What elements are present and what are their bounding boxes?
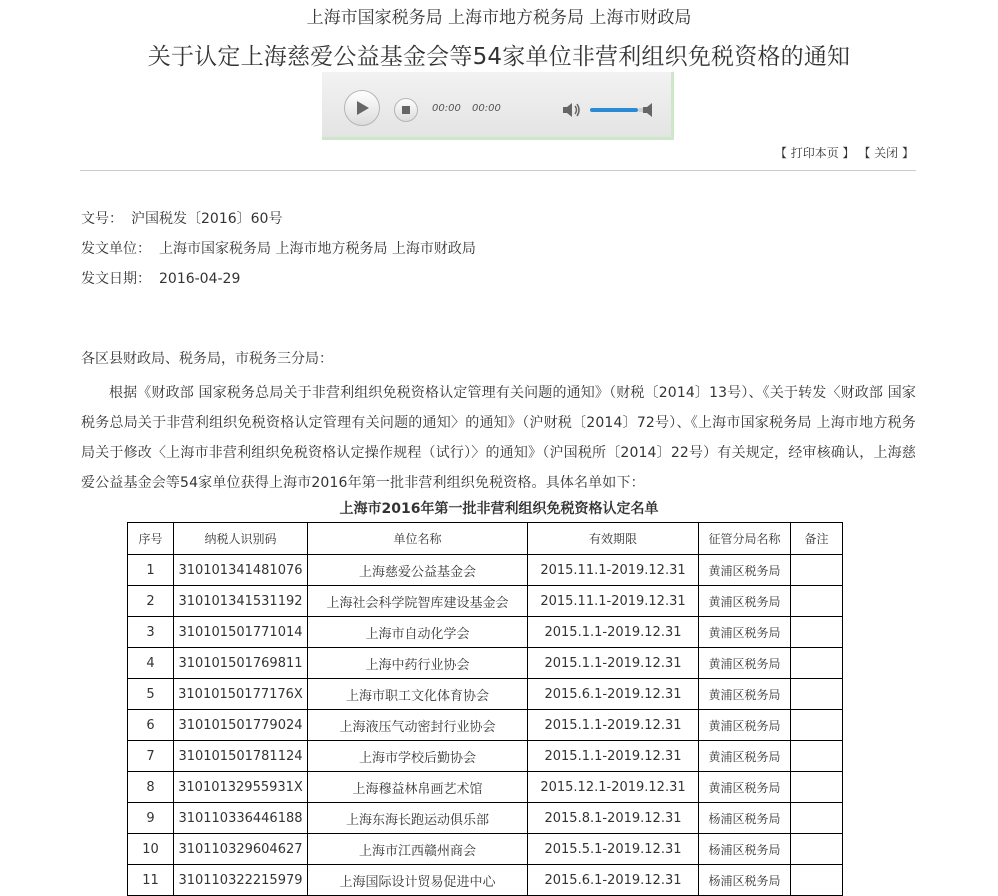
valid-period-cell: 2015.1.1-2019.12.31 bbox=[528, 617, 699, 648]
remark-cell bbox=[791, 679, 843, 710]
row-index-cell: 6 bbox=[128, 710, 174, 741]
row-index-cell: 5 bbox=[128, 679, 174, 710]
valid-period-cell: 2015.6.1-2019.12.31 bbox=[528, 865, 699, 896]
table-row bbox=[128, 741, 843, 772]
tax-bureau-cell: 黄浦区税务局 bbox=[699, 741, 791, 772]
play-button[interactable] bbox=[344, 90, 380, 126]
table-row bbox=[128, 648, 843, 679]
current-time: 00:00 bbox=[432, 103, 461, 114]
org-name-cell: 上海慈爱公益基金会 bbox=[308, 555, 528, 586]
audio-player bbox=[322, 72, 674, 140]
valid-period-cell: 2015.11.1-2019.12.31 bbox=[528, 555, 699, 586]
valid-period-cell: 2015.1.1-2019.12.31 bbox=[528, 710, 699, 741]
table-row bbox=[128, 834, 843, 865]
valid-period-cell: 2015.12.1-2019.12.31 bbox=[528, 772, 699, 803]
org-name-cell: 上海穆益林帛画艺术馆 bbox=[308, 772, 528, 803]
tax-bureau-cell: 黄浦区税务局 bbox=[699, 710, 791, 741]
row-index-cell: 10 bbox=[128, 834, 174, 865]
body-paragraph: 根据《财政部 国家税务总局关于非营利组织免税资格认定管理有关问题的通知》（财税〔2014〕13号）、《关于转发〈财政部 国家税务总局关于非营利组织免税资格认定管理有关问题的通知〉的通知》（沪财税〔2014〕72号）、《上海市国家税务局 上海市地方税务局关于修改〈上海市非营利组织免税资格认定操作规程（试行）〉的通知》（沪国税所〔2014〕22号）有关规定，经审核确认，上海慈爱公益基金会等54家单位获得上海市2016年第一批非营利组织免税资格。具体名单如下： bbox=[81, 385, 916, 491]
remark-cell bbox=[791, 710, 843, 741]
header-cell: 征管分局名称 bbox=[699, 523, 791, 555]
valid-period-cell: 2015.8.1-2019.12.31 bbox=[528, 803, 699, 834]
remark-cell bbox=[791, 555, 843, 586]
valid-period-cell: 2015.11.1-2019.12.31 bbox=[528, 586, 699, 617]
org-name-cell: 上海国际设计贸易促进中心 bbox=[308, 865, 528, 896]
row-index-cell: 9 bbox=[128, 803, 174, 834]
doc-number-value: 沪国税发〔2016〕60号 bbox=[131, 211, 283, 227]
print-link[interactable]: 【 打印本页 】 bbox=[774, 146, 855, 160]
tax-bureau-cell: 黄浦区税务局 bbox=[699, 648, 791, 679]
org-name-cell: 上海中药行业协会 bbox=[308, 648, 528, 679]
volume-slider[interactable] bbox=[590, 108, 638, 112]
header-cell: 有效期限 bbox=[528, 523, 699, 555]
row-index-cell: 3 bbox=[128, 617, 174, 648]
close-link[interactable]: 【 关闭 】 bbox=[858, 146, 914, 160]
page-title: 关于认定上海慈爱公益基金会等54家单位非营利组织免税资格的通知 bbox=[147, 44, 851, 70]
page-tools bbox=[775, 144, 914, 161]
remark-cell bbox=[791, 617, 843, 648]
taxpayer-id-cell: 310110329604627 bbox=[174, 834, 308, 865]
row-index-cell: 2 bbox=[128, 586, 174, 617]
tax-bureau-cell: 黄浦区税务局 bbox=[699, 772, 791, 803]
row-index-cell: 7 bbox=[128, 741, 174, 772]
header-cell: 纳税人识别码 bbox=[174, 523, 308, 555]
header-cell: 序号 bbox=[128, 523, 174, 555]
play-icon bbox=[356, 100, 370, 116]
taxpayer-id-cell: 310101501771014 bbox=[174, 617, 308, 648]
taxpayer-id-cell: 310101501781124 bbox=[174, 741, 308, 772]
org-name-cell: 上海市自动化学会 bbox=[308, 617, 528, 648]
taxpayer-id-cell: 310110322215979 bbox=[174, 865, 308, 896]
row-index-cell: 11 bbox=[128, 865, 174, 896]
taxpayer-id-cell: 310101501779024 bbox=[174, 710, 308, 741]
row-index-cell: 4 bbox=[128, 648, 174, 679]
table-row bbox=[128, 803, 843, 834]
org-name-cell: 上海市学校后勤协会 bbox=[308, 741, 528, 772]
remark-cell bbox=[791, 741, 843, 772]
taxpayer-id-cell: 310101341531192 bbox=[174, 586, 308, 617]
remark-cell bbox=[791, 648, 843, 679]
table-title: 上海市2016年第一批非营利组织免税资格认定名单 bbox=[339, 501, 659, 517]
table-header-row bbox=[128, 523, 843, 555]
table-row bbox=[128, 710, 843, 741]
header-cell: 单位名称 bbox=[308, 523, 528, 555]
issue-date bbox=[81, 268, 240, 288]
org-name-cell: 上海市职工文化体育协会 bbox=[308, 679, 528, 710]
tax-bureau-cell: 杨浦区税务局 bbox=[699, 834, 791, 865]
remark-cell bbox=[791, 803, 843, 834]
row-index-cell: 8 bbox=[128, 772, 174, 803]
stop-button[interactable] bbox=[394, 98, 418, 122]
table-row bbox=[128, 772, 843, 803]
header-cell: 备注 bbox=[791, 523, 843, 555]
issuing-unit-label: 发文单位： bbox=[81, 241, 151, 257]
duration: 00:00 bbox=[472, 103, 501, 114]
mute-icon[interactable] bbox=[642, 101, 654, 119]
doc-number-label: 文号： bbox=[81, 211, 123, 227]
taxpayer-id-cell: 310101341481076 bbox=[174, 555, 308, 586]
org-name-cell: 上海东海长跑运动俱乐部 bbox=[308, 803, 528, 834]
valid-period-cell: 2015.6.1-2019.12.31 bbox=[528, 679, 699, 710]
issuing-unit bbox=[81, 238, 476, 258]
tax-bureau-cell: 杨浦区税务局 bbox=[699, 803, 791, 834]
issuing-authorities: 上海市国家税务局 上海市地方税务局 上海市财政局 bbox=[306, 8, 692, 28]
tax-bureau-cell: 杨浦区税务局 bbox=[699, 865, 791, 896]
remark-cell bbox=[791, 772, 843, 803]
tax-bureau-cell: 黄浦区税务局 bbox=[699, 679, 791, 710]
remark-cell bbox=[791, 586, 843, 617]
row-index-cell: 1 bbox=[128, 555, 174, 586]
tax-bureau-cell: 黄浦区税务局 bbox=[699, 555, 791, 586]
org-name-cell: 上海社会科学院智库建设基金会 bbox=[308, 586, 528, 617]
doc-number bbox=[81, 208, 282, 228]
table-row bbox=[128, 617, 843, 648]
remark-cell bbox=[791, 834, 843, 865]
speaker-icon[interactable] bbox=[562, 101, 582, 119]
org-list-table bbox=[127, 522, 843, 896]
taxpayer-id-cell: 310110336446188 bbox=[174, 803, 308, 834]
stop-icon bbox=[402, 106, 410, 114]
taxpayer-id-cell: 310101501769811 bbox=[174, 648, 308, 679]
table-row bbox=[128, 555, 843, 586]
tax-bureau-cell: 黄浦区税务局 bbox=[699, 586, 791, 617]
valid-period-cell: 2015.1.1-2019.12.31 bbox=[528, 741, 699, 772]
org-name-cell: 上海液压气动密封行业协会 bbox=[308, 710, 528, 741]
salutation: 各区县财政局、税务局，市税务三分局： bbox=[81, 351, 333, 367]
issue-date-label: 发文日期： bbox=[81, 271, 151, 287]
table-row bbox=[128, 679, 843, 710]
valid-period-cell: 2015.5.1-2019.12.31 bbox=[528, 834, 699, 865]
divider bbox=[80, 170, 916, 171]
issue-date-value: 2016-04-29 bbox=[159, 271, 241, 287]
table-row bbox=[128, 586, 843, 617]
tax-bureau-cell: 黄浦区税务局 bbox=[699, 617, 791, 648]
issuing-unit-value: 上海市国家税务局 上海市地方税务局 上海市财政局 bbox=[159, 241, 476, 257]
valid-period-cell: 2015.1.1-2019.12.31 bbox=[528, 648, 699, 679]
taxpayer-id-cell: 31010132955931X bbox=[174, 772, 308, 803]
taxpayer-id-cell: 31010150177176X bbox=[174, 679, 308, 710]
org-name-cell: 上海市江西赣州商会 bbox=[308, 834, 528, 865]
